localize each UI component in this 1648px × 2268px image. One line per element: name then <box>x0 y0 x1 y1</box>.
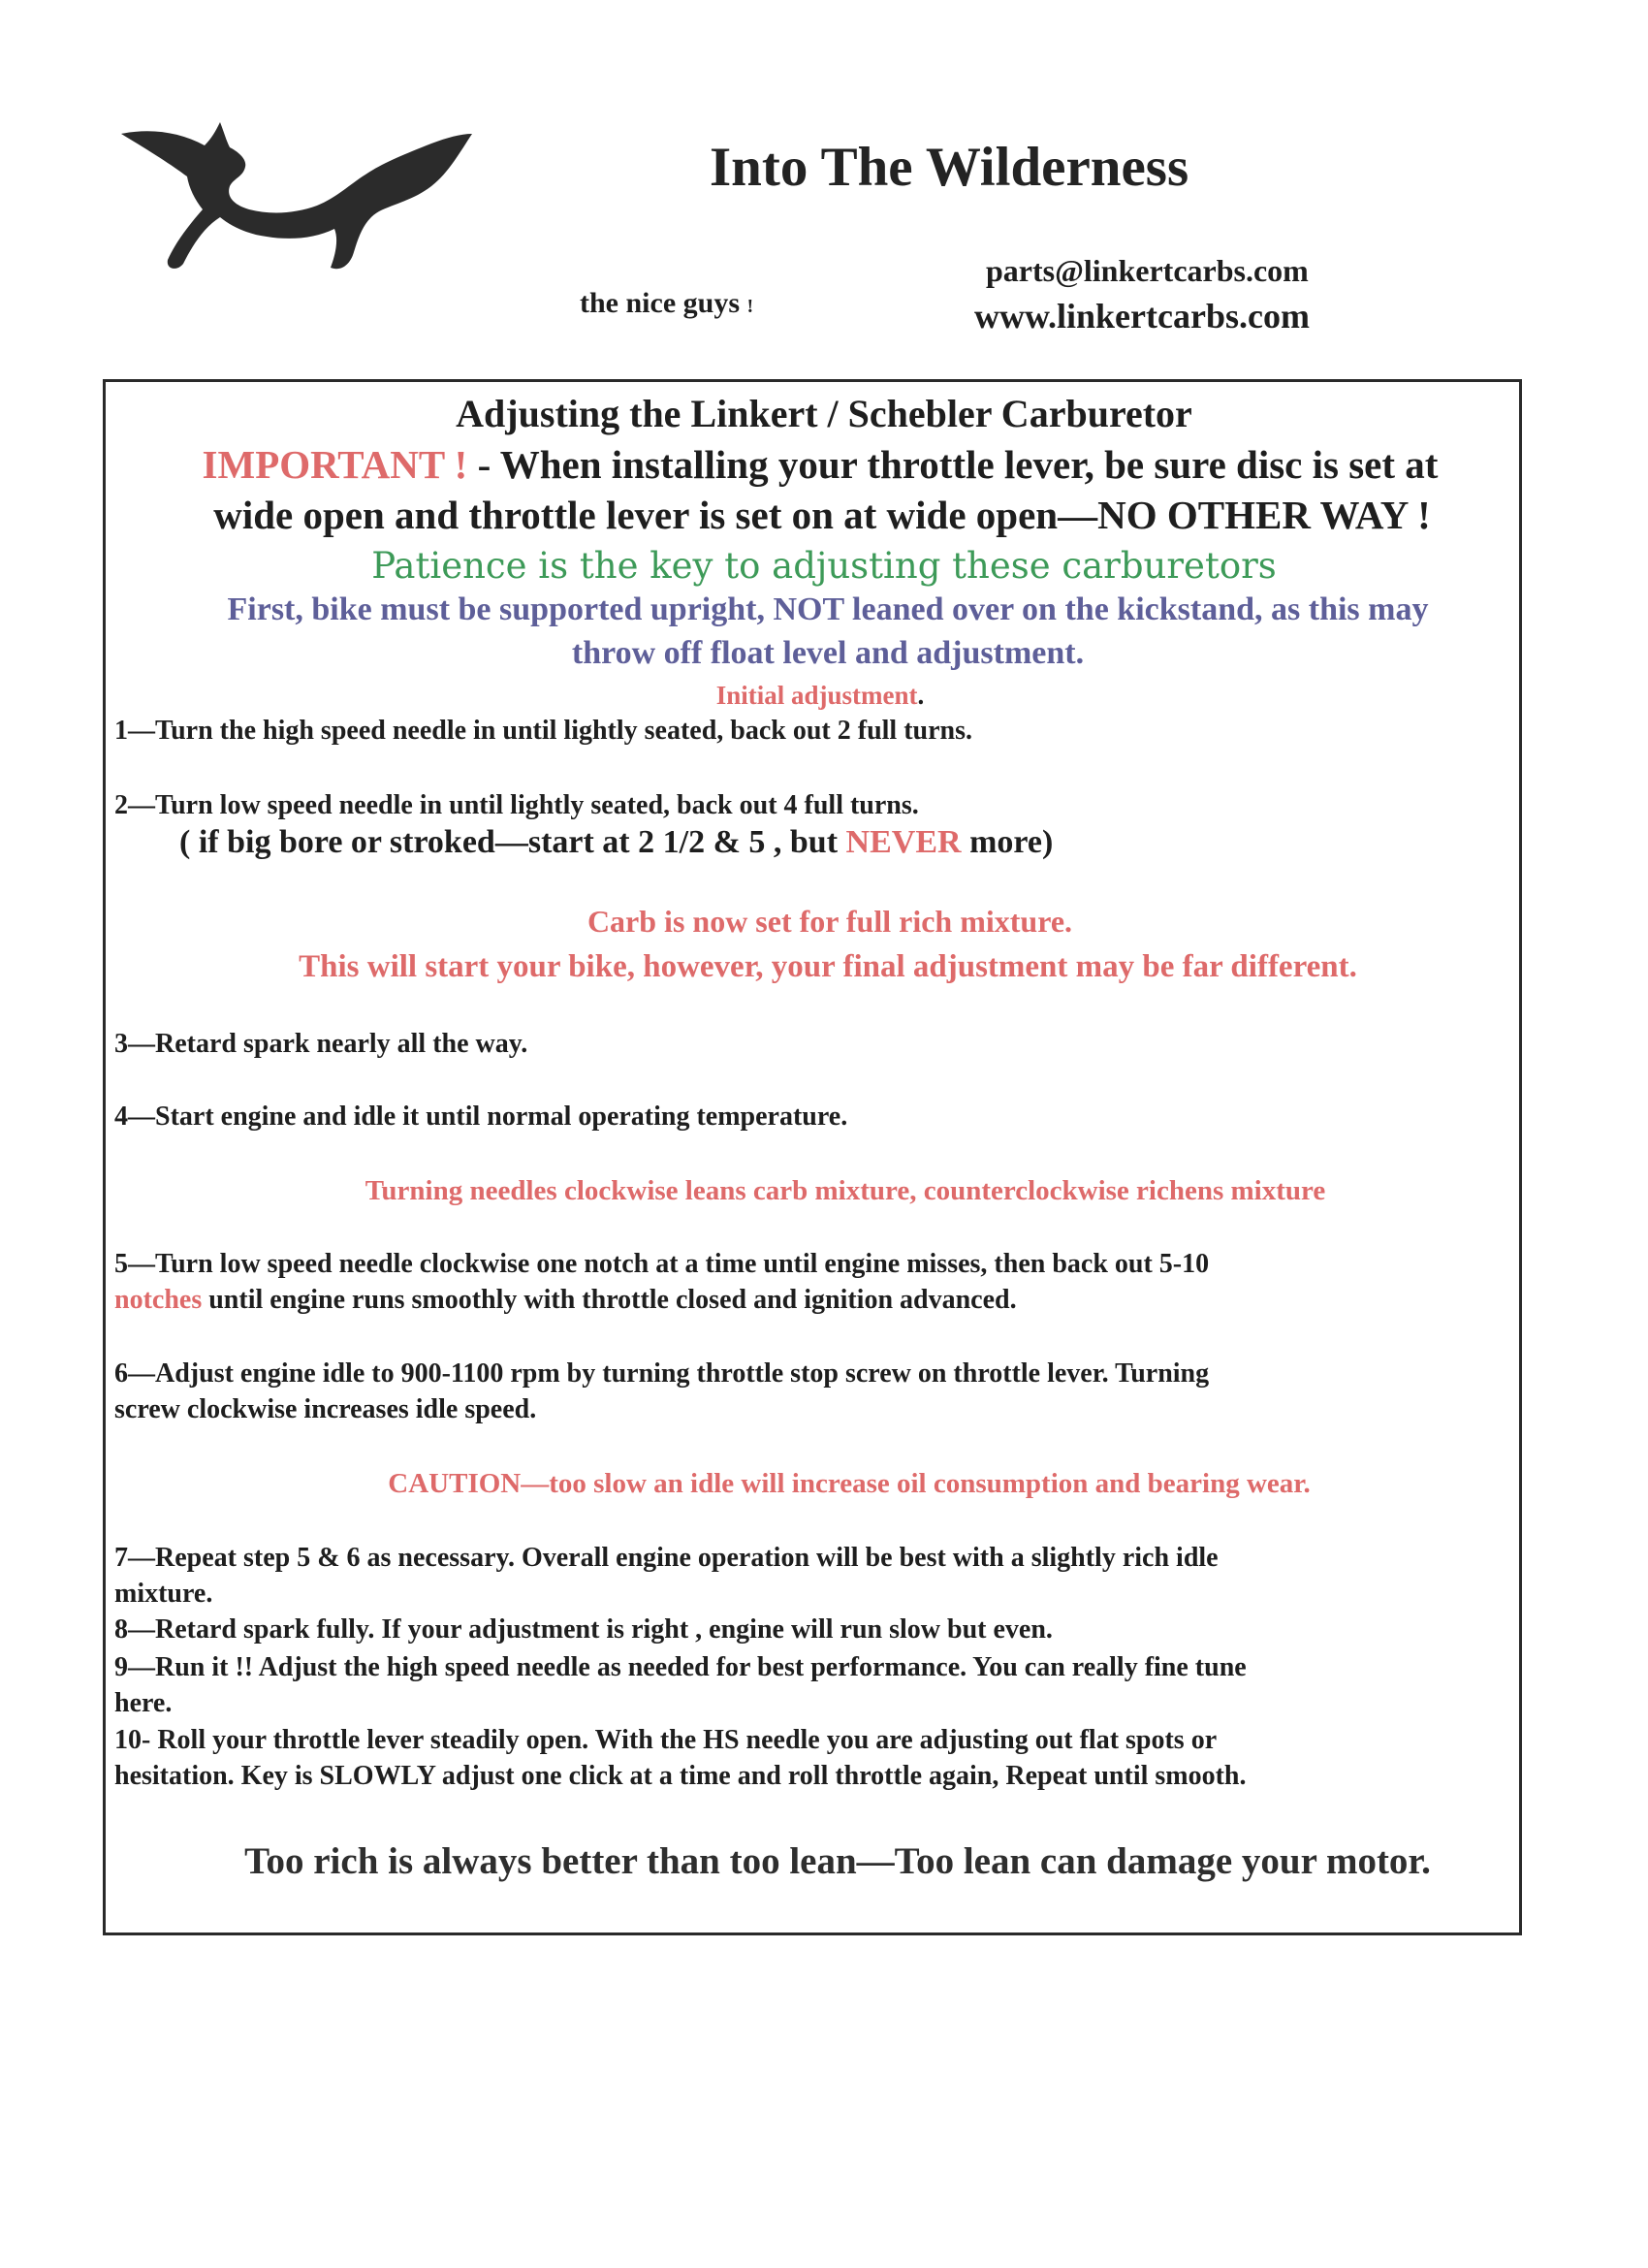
step-5-line-2 <box>114 1285 1017 1316</box>
step-6-line-2: screw clockwise increases idle speed. <box>114 1394 537 1424</box>
caution-line: CAUTION—too slow an idle will increase oil consumption and bearing wear. <box>388 1468 1311 1499</box>
step-2-note-b: more) <box>961 824 1054 860</box>
step-6-line-1: 6—Adjust engine idle to 900-1100 rpm by turning throttle stop screw on throttle lever. Turning <box>114 1358 1210 1389</box>
email-link[interactable]: parts@linkertcarbs.com <box>986 253 1309 288</box>
step-5-line-1: 5—Turn low speed needle clockwise one notch at a time until engine misses, then back out 5-10 <box>114 1249 1210 1279</box>
running-fox-logo-icon <box>111 109 490 273</box>
step-7-line-2: mixture. <box>114 1579 213 1609</box>
first-line-1: First, bike must be supported upright, NOT leaned over on the kickstand, as this may <box>227 591 1429 627</box>
important-word: IMPORTANT ! <box>202 442 468 487</box>
rich-line-1: Carb is now set for full rich mixture. <box>586 904 1073 939</box>
step-2-note-never: NEVER <box>845 824 962 860</box>
first-line-2: throw off float level and adjustment. <box>571 635 1085 671</box>
step-2-note <box>179 824 1053 861</box>
tagline-mark: ! <box>746 296 754 317</box>
initial-heading-dot: . <box>917 681 925 710</box>
important-rest: - When installing your throttle lever, be sure disc is set at <box>467 442 1439 487</box>
company-name: Into The Wilderness <box>710 137 1189 198</box>
initial-heading-text: Initial adjustment <box>715 681 918 710</box>
step-9-line-1: 9—Run it !! Adjust the high speed needle as needed for best performance. You can really fine tune <box>114 1652 1247 1682</box>
step-3: 3—Retard spark nearly all the way. <box>114 1029 528 1059</box>
step-8: 8—Retard spark fully. If your adjustment is right , engine will run slow but even. <box>114 1614 1053 1645</box>
website-link[interactable]: www.linkertcarbs.com <box>974 297 1310 335</box>
initial-heading <box>0 681 1644 711</box>
step-10-line-2: hesitation. Key is SLOWLY adjust one click at a time and roll throttle again, Repeat until smooth. <box>114 1761 1247 1791</box>
step-7-line-1: 7—Repeat step 5 & 6 as necessary. Overall engine operation will be best with a slightly rich idle <box>114 1543 1219 1573</box>
doc-title: Adjusting the Linkert / Schebler Carburetor <box>456 392 1192 435</box>
important-line-2: wide open and throttle lever is set on at wide open—NO OTHER WAY ! <box>213 493 1431 537</box>
step-1: 1—Turn the high speed needle in until lightly seated, back out 2 full turns. <box>114 716 973 746</box>
step-4: 4—Start engine and idle it until normal operating temperature. <box>114 1102 848 1132</box>
step-5-notches: notches <box>114 1285 203 1315</box>
tagline <box>580 287 753 320</box>
turning-note: Turning needles clockwise leans carb mixture, counterclockwise richens mixture <box>364 1175 1326 1206</box>
step-10-line-1: 10- Roll your throttle lever steadily open. With the HS needle you are adjusting out flat spots or <box>114 1725 1218 1755</box>
step-2: 2—Turn low speed needle in until lightly seated, back out 4 full turns. <box>114 790 919 820</box>
tagline-text: the nice guys <box>580 287 740 319</box>
step-5-line-2-rest: until engine runs smoothly with throttle closed and ignition advanced. <box>202 1285 1017 1315</box>
important-line-1 <box>0 441 1644 488</box>
closing-line: Too rich is always better than too lean—Too lean can damage your motor. <box>244 1840 1431 1882</box>
step-9-line-2: here. <box>114 1688 173 1718</box>
step-2-note-a: ( if big bore or stroked—start at 2 1/2 & 5 , but <box>179 824 846 860</box>
rich-line-2: This will start your bike, however, your final adjustment may be far different. <box>299 949 1357 984</box>
patience-line: Patience is the key to adjusting these carburetors <box>371 545 1277 587</box>
